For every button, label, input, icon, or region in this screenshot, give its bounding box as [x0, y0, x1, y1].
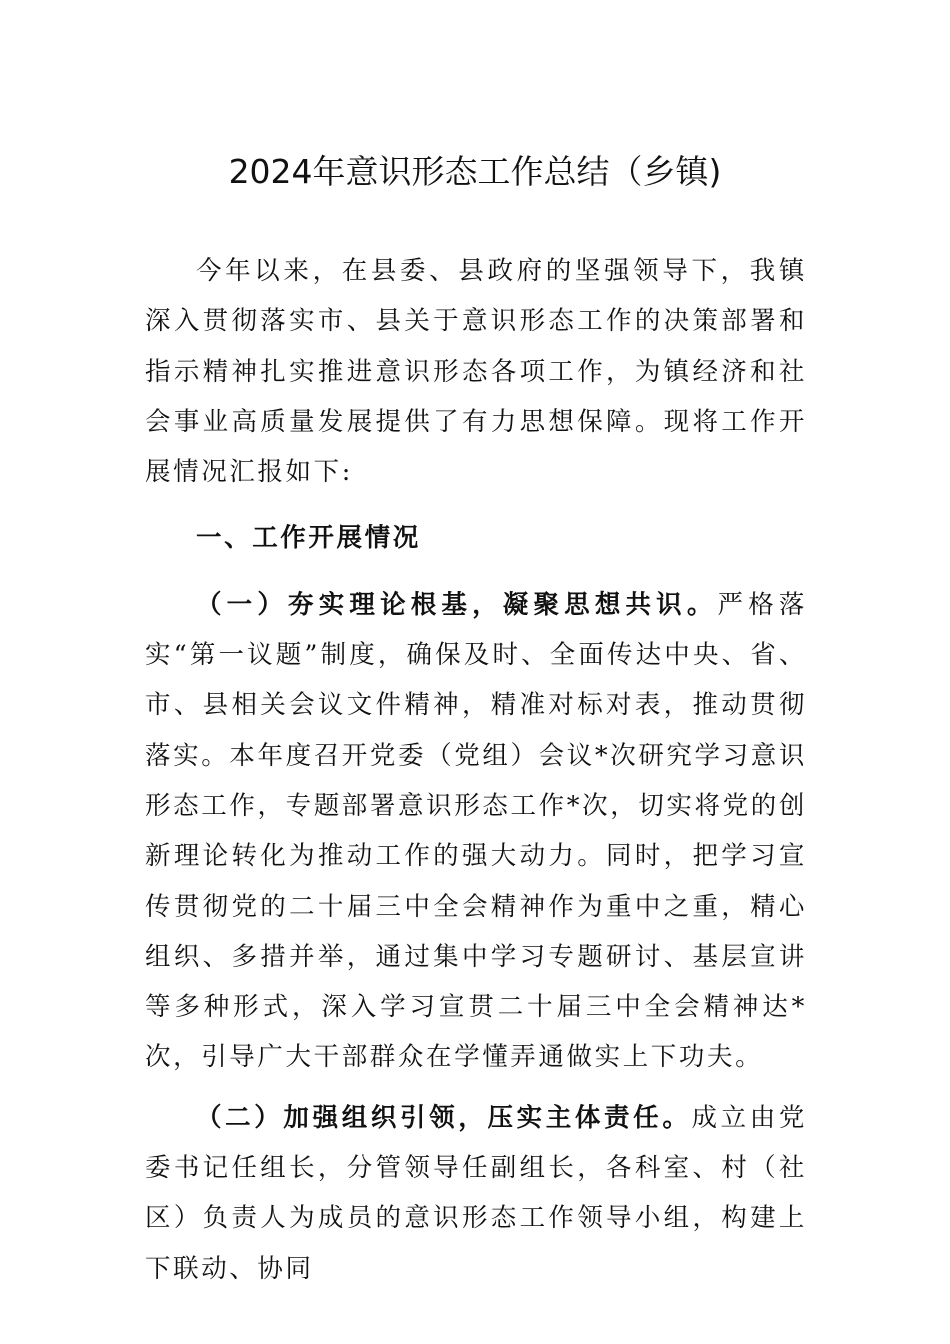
- item-1-text: 严格落实“第一议题”制度，确保及时、全面传达中央、省、市、县相关会议文件精神，精准对标对表，推动贯彻落实。本年度召开党委（党组）会议*次研究学习意识形态工作，专题部署意识形态工作*次，切实将党的创新理论转化为推动工作的强大动力。同时，把学习宣传贯彻党的二十届三中全会精神作为重中之重，精心组织、多措并举，通过集中学习专题研讨、基层宣讲等多种形式，深入学习宣贯二十届三中全会精神达*次，引导广大干部群众在学懂弄通做实上下功夫。: [145, 589, 807, 1073]
- item-2-text: 成立由党委书记任组长，分管领导任副组长，各科室、村（社区）负责人为成员的意识形态工作领导小组，构建上下联动、协同: [145, 1102, 808, 1284]
- section-heading: 一、工作开展情况: [196, 523, 421, 554]
- document-body: [145, 246, 807, 1304]
- paragraph-item-1: [145, 580, 807, 1083]
- item-1-lead: （一）夯实理论根基，凝聚思想共识。: [196, 589, 718, 620]
- document-title: 2024年意识形态工作总结（乡镇): [228, 152, 722, 191]
- intro-paragraph: 今年以来，在县委、县政府的坚强领导下，我镇深入贯彻落实市、县关于意识形态工作的决策部署和指示精神扎实推进意识形态各项工作，为镇经济和社会事业高质量发展提供了有力思想保障。现将工作开展情况汇报如下:: [145, 256, 807, 488]
- paragraph-item-2: [145, 1093, 807, 1294]
- item-2-lead: （二）加强组织引领，压实主体责任。: [196, 1102, 692, 1133]
